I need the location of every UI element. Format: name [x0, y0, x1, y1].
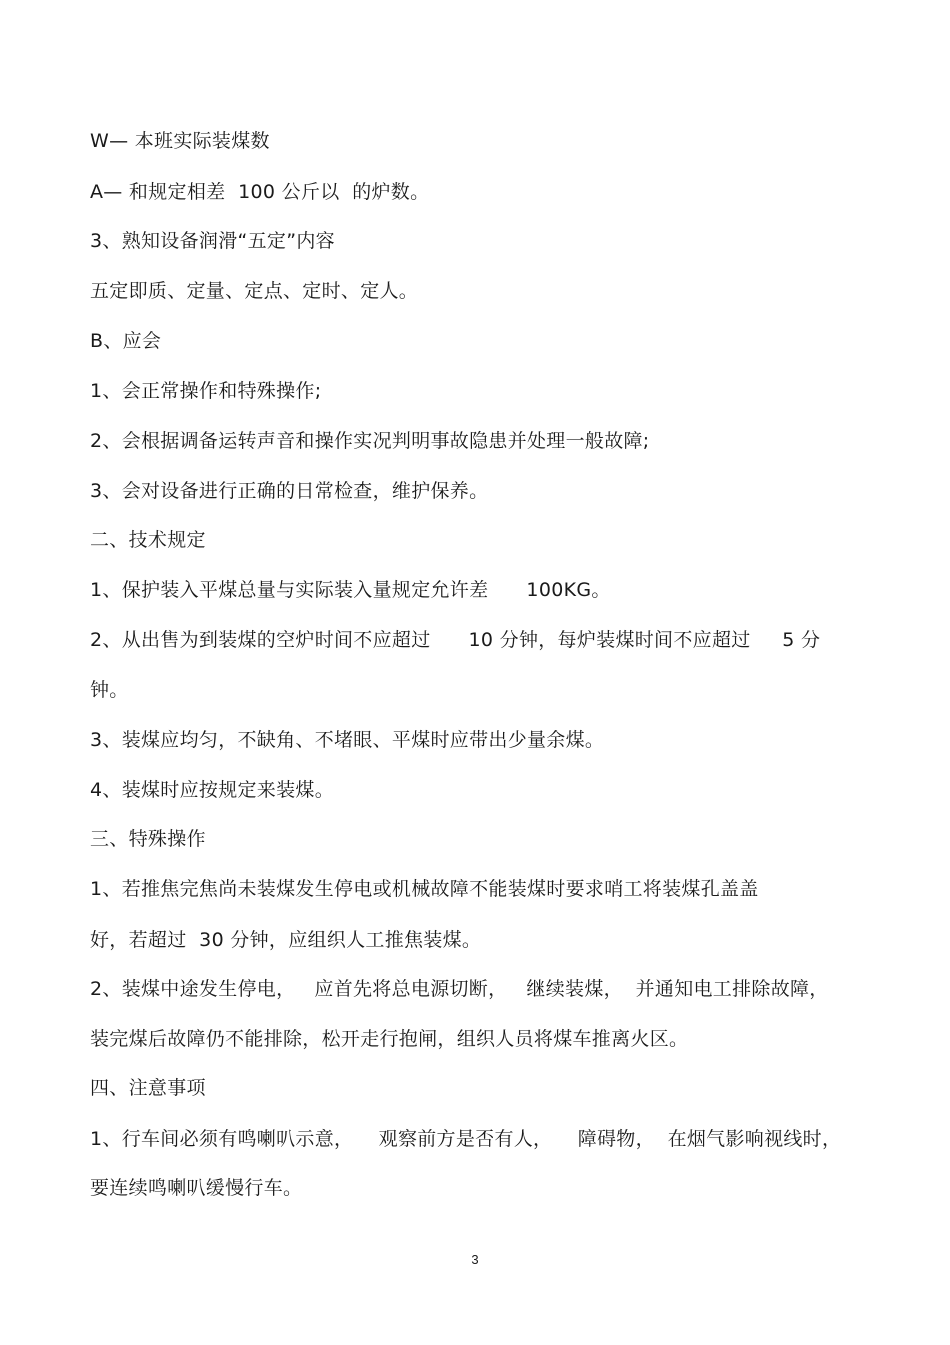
text-line: 要连续鸣喇叭缓慢行车。 — [90, 1177, 303, 1199]
text-line: 1、行车间必须有鸣喇叭示意， 观察前方是否有人， 障碍物， 在烟气影响视线时， — [90, 1128, 842, 1150]
section-heading: 三、特殊操作 — [90, 828, 206, 850]
page-number: 3 — [471, 1252, 479, 1267]
section-heading: 四、注意事项 — [90, 1077, 206, 1099]
section-heading: 二、技术规定 — [90, 529, 206, 551]
text-line: 1、会正常操作和特殊操作; — [90, 380, 322, 402]
section-heading: B、应会 — [90, 330, 162, 352]
text-line: 2、会根据调备运转声音和操作实况判明事故隐患并处理一般故障; — [90, 430, 650, 452]
text-line: 3、会对设备进行正确的日常检查，维护保养。 — [90, 480, 489, 502]
text-line: 4、装煤时应按规定来装煤。 — [90, 779, 334, 801]
text-line: 3、装煤应均匀，不缺角、不堵眼、平煤时应带出少量余煤。 — [90, 729, 605, 751]
text-line: W— 本班实际装煤数 — [90, 130, 270, 152]
text-line: 1、保护装入平煤总量与实际装入量规定允许差 100KG。 — [90, 579, 611, 601]
text-line: 3、熟知设备润滑“五定”内容 — [90, 230, 335, 252]
text-line: A— 和规定相差 100 公斤以 的炉数。 — [90, 181, 430, 203]
text-line: 钟。 — [90, 679, 129, 701]
text-line: 2、装煤中途发生停电， 应首先将总电源切断， 继续装煤， 并通知电工排除故障， — [90, 978, 829, 1000]
text-line: 五定即质、定量、定点、定时、定人。 — [90, 280, 419, 302]
text-line: 装完煤后故障仍不能排除，松开走行抱闸，组织人员将煤车推离火区。 — [90, 1028, 689, 1050]
text-line: 2、从出售为到装煤的空炉时间不应超过 10 分钟，每炉装煤时间不应超过 5 分 — [90, 629, 821, 651]
text-line: 1、若推焦完焦尚未装煤发生停电或机械故障不能装煤时要求哨工将装煤孔盖盖 — [90, 878, 759, 900]
text-line: 好，若超过 30 分钟，应组织人工推焦装煤。 — [90, 929, 482, 951]
